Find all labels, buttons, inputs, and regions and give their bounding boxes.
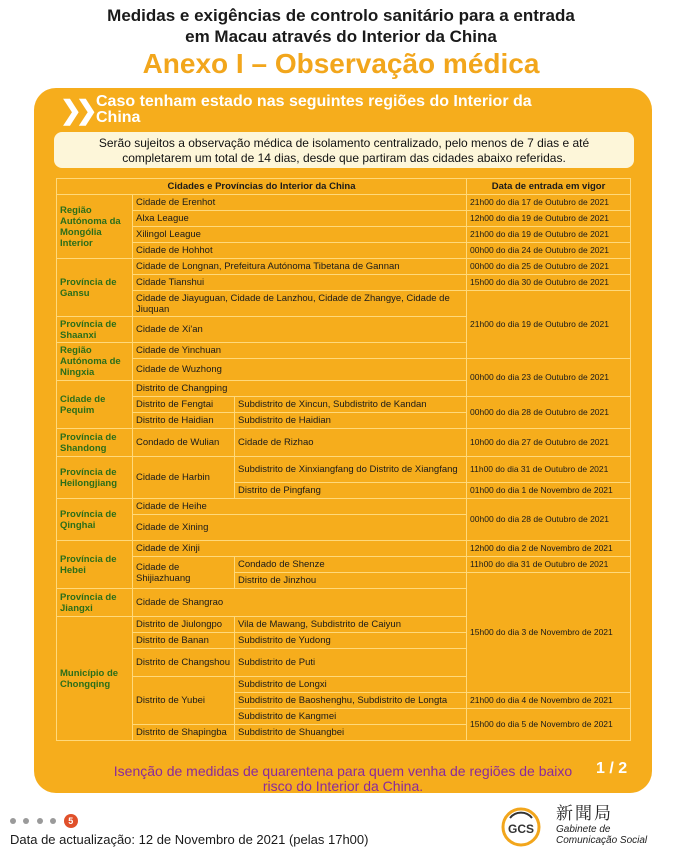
date-cell: 21h00 do dia 19 de Outubro de 2021 xyxy=(467,291,631,359)
pagination-dot[interactable] xyxy=(23,818,29,824)
region-cell: Província de Qinghai xyxy=(57,499,133,541)
place-cell: Distrito de Fengtai xyxy=(133,397,235,413)
date-cell: 15h00 do dia 3 de Novembro de 2021 xyxy=(467,573,631,693)
table-header-row xyxy=(57,179,631,195)
place-cell: Cidade de Xi'an xyxy=(133,317,467,343)
table-row xyxy=(57,211,631,227)
subplace-cell: Distrito de Pingfang xyxy=(235,483,467,499)
date-cell: 21h00 do dia 19 de Outubro de 2021 xyxy=(467,227,631,243)
table-row xyxy=(57,243,631,259)
place-cell: Cidade de Xinji xyxy=(133,541,467,557)
region-cell: Província de Hebei xyxy=(57,541,133,589)
double-chevron-icon: ❯❯ xyxy=(60,95,92,125)
logo-portuguese-line2: Comunicação Social xyxy=(556,835,648,846)
table-row xyxy=(57,499,631,515)
region-cell: Município de Chongqing xyxy=(57,617,133,741)
table-row xyxy=(57,557,631,573)
place-cell: Distrito de Banan xyxy=(133,633,235,649)
page-title-line2: em Macau através do Interior da China xyxy=(185,27,497,46)
regions-table xyxy=(56,178,631,741)
info-panel xyxy=(34,88,652,793)
subplace-cell: Subdistrito de Shuangbei xyxy=(235,725,467,741)
page-title-line1: Medidas e exigências de controlo sanitário para a entrada xyxy=(107,6,575,25)
place-cell: Cidade de Wuzhong xyxy=(133,359,467,381)
update-date: Data de actualização: 12 de Novembro de 2021 (pelas 17h00) xyxy=(10,832,369,847)
date-cell: 00h00 do dia 24 de Outubro de 2021 xyxy=(467,243,631,259)
table-row xyxy=(57,541,631,557)
place-cell: Distrito de Changping xyxy=(133,381,467,397)
place-cell: Cidade de Heihe xyxy=(133,499,467,515)
subplace-cell: Subdistrito de Xinxiangfang do Distrito de Xiangfang xyxy=(235,457,467,483)
pagination-dots xyxy=(10,812,81,826)
place-cell: Cidade de Hohhot xyxy=(133,243,467,259)
place-cell: Condado de Wulian xyxy=(133,429,235,457)
date-cell: 21h00 do dia 17 de Outubro de 2021 xyxy=(467,195,631,211)
date-cell: 00h00 do dia 28 de Outubro de 2021 xyxy=(467,397,631,429)
column-header-cities: Cidades e Províncias do Interior da China xyxy=(57,179,467,195)
date-cell: 12h00 do dia 2 de Novembro de 2021 xyxy=(467,541,631,557)
place-cell: Distrito de Yubei xyxy=(133,677,235,725)
subplace-cell: Condado de Shenze xyxy=(235,557,467,573)
date-cell: 00h00 do dia 23 de Outubro de 2021 xyxy=(467,359,631,397)
date-cell: 11h00 do dia 31 de Outubro de 2021 xyxy=(467,557,631,573)
table-row xyxy=(57,429,631,457)
table-row xyxy=(57,397,631,413)
date-cell: 11h00 do dia 31 de Outubro de 2021 xyxy=(467,457,631,483)
notice-line2: completarem um total de 14 dias, desde que partiram das cidades abaixo referidas. xyxy=(122,151,566,165)
place-cell: Cidade de Erenhot xyxy=(133,195,467,211)
pagination-dot[interactable] xyxy=(10,818,16,824)
region-cell: Província de Shandong xyxy=(57,429,133,457)
pagination-dot-active[interactable]: 5 xyxy=(64,814,78,828)
place-cell: Cidade de Shangrao xyxy=(133,589,467,617)
panel-title: Caso tenham estado nas seguintes regiões do Interior da China xyxy=(96,93,532,126)
table-row xyxy=(57,275,631,291)
date-cell: 15h00 do dia 5 de Novembro de 2021 xyxy=(467,709,631,741)
place-cell: Cidade de Jiayuguan, Cidade de Lanzhou, Cidade de Zhangye, Cidade de Jiuquan xyxy=(133,291,467,317)
logo-portuguese-line1: Gabinete de xyxy=(556,824,611,835)
gcs-logo xyxy=(500,804,676,850)
place-cell: Cidade Tianshui xyxy=(133,275,467,291)
date-cell: 21h00 do dia 4 de Novembro de 2021 xyxy=(467,693,631,709)
place-cell: Distrito de Jiulongpo xyxy=(133,617,235,633)
table-row xyxy=(57,259,631,275)
exemption-note: Isenção de medidas de quarentena para quem venha de regiões de baixo risco do Interior da China. xyxy=(113,763,573,794)
subplace-cell: Cidade de Rizhao xyxy=(235,429,467,457)
notice-box xyxy=(54,132,634,168)
region-cell: Província de Shaanxi xyxy=(57,317,133,343)
region-cell: Província de Jiangxi xyxy=(57,589,133,617)
subplace-cell: Subdistrito de Kangmei xyxy=(235,709,467,725)
place-cell: Distrito de Shapingba xyxy=(133,725,235,741)
place-cell: Distrito de Changshou xyxy=(133,649,235,677)
annex-title: Anexo I – Observação médica xyxy=(142,48,540,79)
subplace-cell: Subdistrito de Xincun, Subdistrito de Kandan xyxy=(235,397,467,413)
place-cell: Xilingol League xyxy=(133,227,467,243)
place-cell: Cidade de Yinchuan xyxy=(133,343,467,359)
place-cell: Distrito de Haidian xyxy=(133,413,235,429)
region-cell: Região Autónoma de Ningxia xyxy=(57,343,133,381)
table-row xyxy=(57,291,631,317)
region-cell: Província de Heilongjiang xyxy=(57,457,133,499)
table-row xyxy=(57,359,631,381)
subplace-cell: Vila de Mawang, Subdistrito de Caiyun xyxy=(235,617,467,633)
region-cell: Província de Gansu xyxy=(57,259,133,317)
subplace-cell: Subdistrito de Puti xyxy=(235,649,467,677)
subplace-cell: Distrito de Jinzhou xyxy=(235,573,467,589)
table-row xyxy=(57,457,631,483)
region-cell: Região Autónoma da Mongólia Interior xyxy=(57,195,133,259)
date-cell: 01h00 do dia 1 de Novembro de 2021 xyxy=(467,483,631,499)
table-row xyxy=(57,227,631,243)
column-header-date: Data de entrada em vigor xyxy=(467,179,631,195)
date-cell: 15h00 do dia 30 de Outubro de 2021 xyxy=(467,275,631,291)
table-row xyxy=(57,195,631,211)
subplace-cell: Subdistrito de Longxi xyxy=(235,677,467,693)
page-indicator: 1 / 2 xyxy=(596,760,628,777)
logo-chinese-name: 新聞局 xyxy=(556,804,613,823)
gcs-logo-mark xyxy=(500,806,542,848)
date-cell: 00h00 do dia 28 de Outubro de 2021 xyxy=(467,499,631,541)
subplace-cell: Subdistrito de Haidian xyxy=(235,413,467,429)
date-cell: 10h00 do dia 27 de Outubro de 2021 xyxy=(467,429,631,457)
place-cell: Cidade de Harbin xyxy=(133,457,235,499)
pagination-dot[interactable] xyxy=(37,818,43,824)
subplace-cell: Subdistrito de Baoshenghu, Subdistrito de Longta xyxy=(235,693,467,709)
date-cell: 00h00 do dia 25 de Outubro de 2021 xyxy=(467,259,631,275)
notice-line1: Serão sujeitos a observação médica de isolamento centralizado, pelo menos de 7 dias e até xyxy=(98,136,590,150)
gcs-logo-text: GCS xyxy=(507,822,535,836)
pagination-dot[interactable] xyxy=(50,818,56,824)
place-cell: Cidade de Longnan, Prefeitura Autónoma Tibetana de Gannan xyxy=(133,259,467,275)
subplace-cell: Subdistrito de Yudong xyxy=(235,633,467,649)
place-cell: Alxa League xyxy=(133,211,467,227)
date-cell: 12h00 do dia 19 de Outubro de 2021 xyxy=(467,211,631,227)
place-cell: Cidade de Xining xyxy=(133,515,467,541)
region-cell: Cidade de Pequim xyxy=(57,381,133,429)
place-cell: Cidade de Shijiazhuang xyxy=(133,557,235,589)
